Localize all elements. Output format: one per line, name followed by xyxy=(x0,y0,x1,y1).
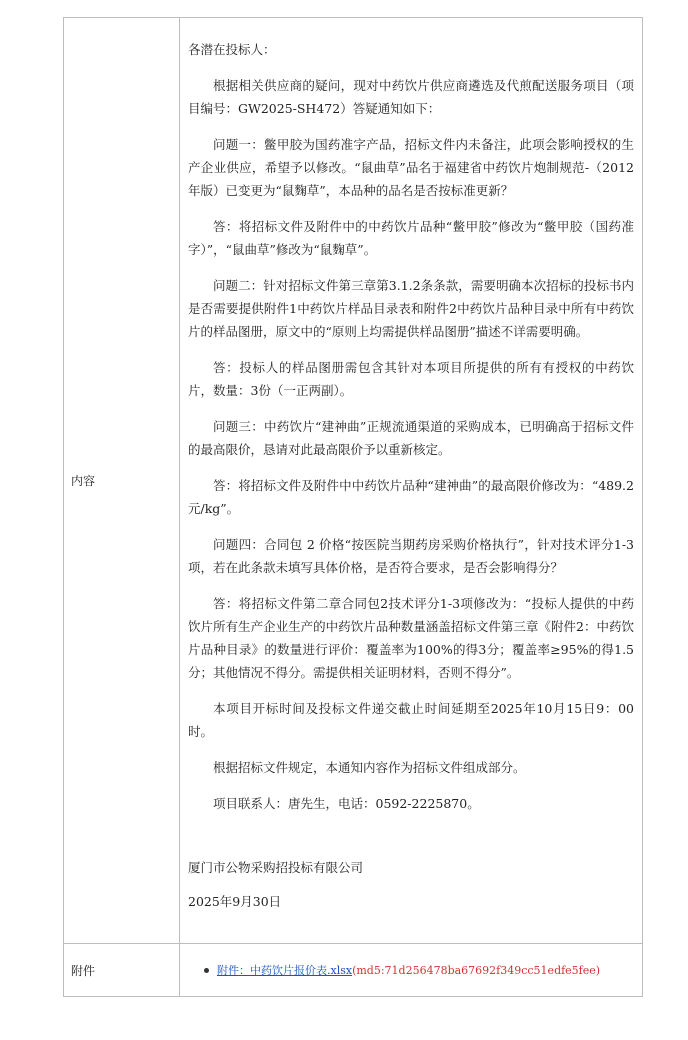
attachment-item xyxy=(204,962,642,978)
content-label: 内容 xyxy=(64,18,180,944)
issue-date: 2025年9月30日 xyxy=(188,894,282,909)
deadline-paragraph: 本项目开标时间及投标文件递交截止时间延期至2025年10月15日9：00时。 xyxy=(188,701,634,739)
question-2: 问题二：针对招标文件第三章第3.1.2条条款，需要明确本次招标的投标书内是否需要提供附件1中药饮片样品目录表和附件2中药饮片品种目录中所有中药饮片的样品图册，原文中的“原则上均需提供样品图册”描述不详需要明确。 xyxy=(188,278,634,339)
question-1: 问题一：鳖甲胶为国药准字产品，招标文件内未备注，此项会影响授权的生产企业供应，希望予以修改。“鼠曲草”品名于福建省中药饮片炮制规范-（2012年版）已变更为“鼠麴草”，本品种的品名是否按标准更新？ xyxy=(188,137,634,198)
attachment-label: 附件 xyxy=(64,944,180,997)
content-body xyxy=(180,18,643,944)
issuer-organization: 厦门市公物采购招投标有限公司 xyxy=(188,860,364,875)
contact-paragraph: 项目联系人：唐先生，电话：0592-2225870。 xyxy=(213,796,480,811)
bullet-icon xyxy=(204,968,209,973)
content-row xyxy=(64,18,643,944)
greeting: 各潜在投标人： xyxy=(188,42,276,57)
attachment-md5: (md5:71d256478ba67692f349cc51edfe5fee) xyxy=(352,963,601,977)
attachment-list xyxy=(204,962,642,978)
notice-table xyxy=(63,17,643,997)
intro-paragraph: 根据相关供应商的疑问，现对中药饮片供应商遴选及代煎配送服务项目（项目编号：GW2025-SH472）答疑通知如下： xyxy=(188,78,634,116)
question-3: 问题三：中药饮片“建神曲”正规流通渠道的采购成本，已明确高于招标文件的最高限价，恳请对此最高限价予以重新核定。 xyxy=(188,419,634,457)
attachment-row xyxy=(64,944,643,997)
answer-3: 答：将招标文件及附件中中药饮片品种“建神曲”的最高限价修改为：“489.2元/kg”。 xyxy=(188,478,634,516)
note-paragraph: 根据招标文件规定，本通知内容作为招标文件组成部分。 xyxy=(213,760,526,775)
answer-2: 答：投标人的样品图册需包含其针对本项目所提供的所有有授权的中药饮片，数量：3份（一正两副）。 xyxy=(188,360,634,398)
attachment-download-link[interactable]: 附件：中药饮片报价表.xlsx xyxy=(217,964,353,977)
attachment-cell xyxy=(180,944,643,997)
question-4: 问题四：合同包 2 价格“按医院当期药房采购价格执行”，针对技术评分1-3项，若在此条款未填写具体价格，是否符合要求，是否会影响得分？ xyxy=(188,537,634,575)
answer-4: 答：将招标文件第二章合同包2技术评分1-3项修改为：“投标人提供的中药饮片所有生产企业生产的中药饮片品种数量涵盖招标文件第三章《附件2：中药饮片品种目录》的数量进行评价：覆盖率为100%的得3分；覆盖率≥95%的得1.5分；其他情况不得分。需提供相关证明材料，否则不得分”。 xyxy=(188,596,634,680)
answer-1: 答：将招标文件及附件中的中药饮片品种“鳖甲胶”修改为“鳖甲胶（国药准字）”，“鼠曲草”修改为“鼠麴草”。 xyxy=(188,219,634,257)
